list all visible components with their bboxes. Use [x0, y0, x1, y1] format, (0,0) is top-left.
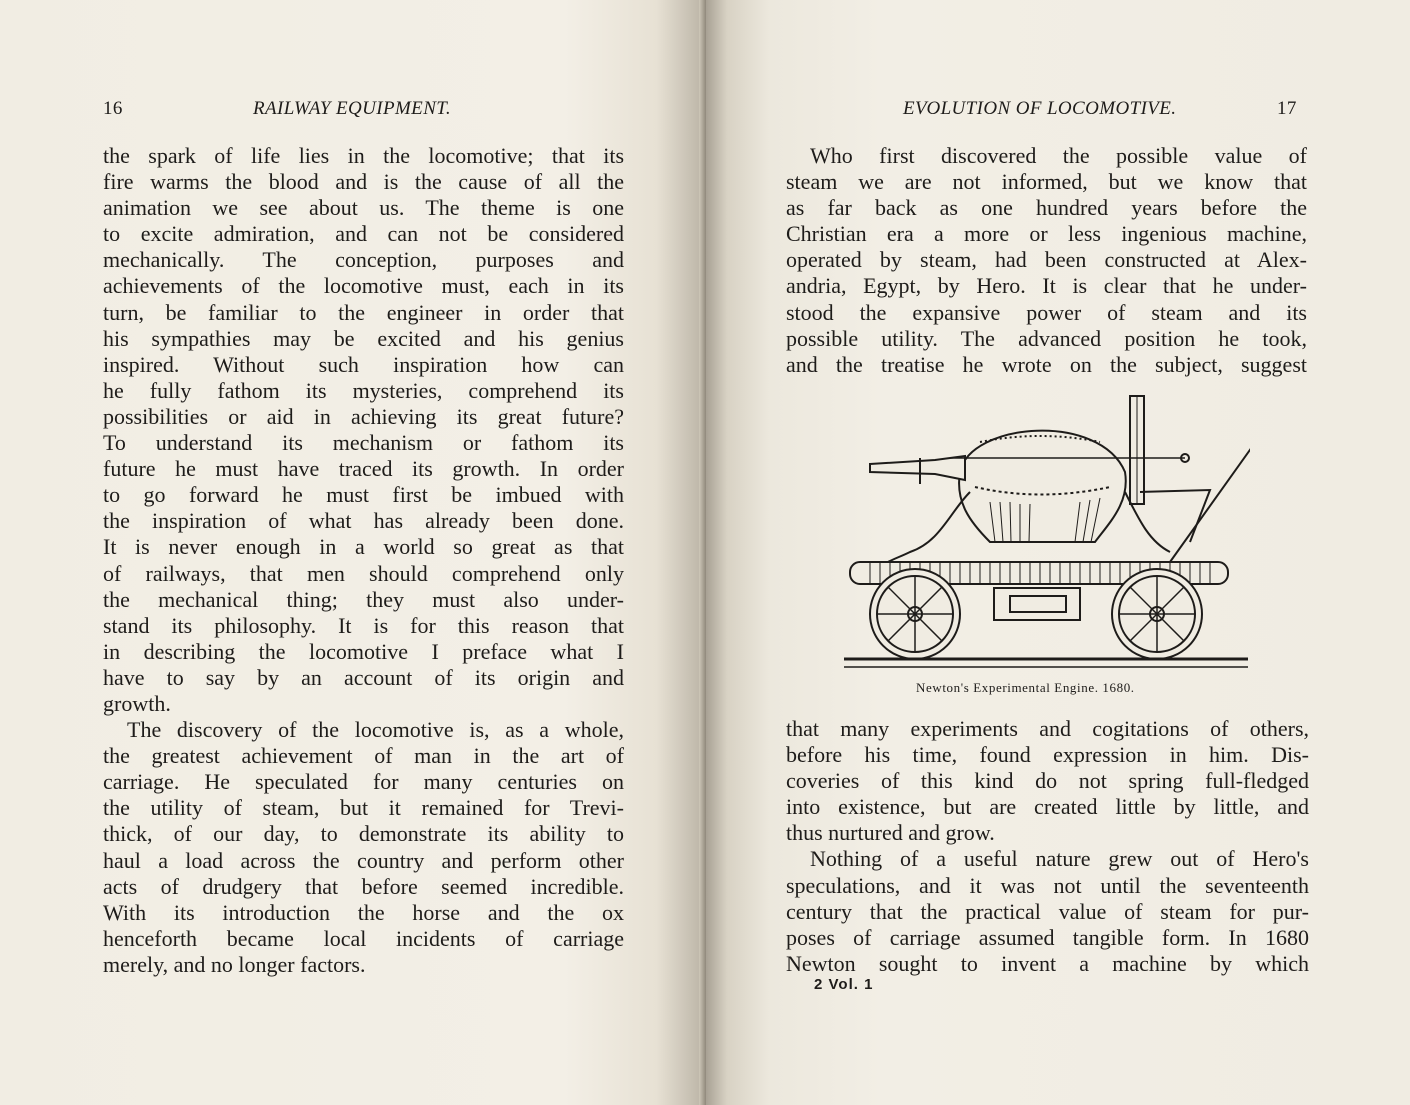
text-line: century that the practical value of steam for pur-	[786, 898, 1309, 924]
right-page-number: 17	[1277, 98, 1297, 119]
text-line: poses of carriage assumed tangible form. In 1680	[786, 924, 1309, 950]
right-page	[706, 0, 1410, 1105]
text-line: fire warms the blood and is the cause of all the	[103, 169, 624, 195]
text-line: carriage. He speculated for many centuries on	[103, 769, 624, 795]
text-line: steam we are not informed, but we know that	[786, 169, 1307, 195]
text-line: he fully fathom its mysteries, comprehend its	[103, 377, 624, 403]
newton-engine-illustration	[840, 392, 1250, 674]
text-line: stand its philosophy. It is for this reason that	[103, 612, 624, 638]
text-line: The discovery of the locomotive is, as a whole,	[127, 717, 624, 743]
text-line: acts of drudgery that before seemed incredible.	[103, 873, 624, 899]
text-line: andria, Egypt, by Hero. It is clear that he under-	[786, 273, 1307, 299]
text-line: to excite admiration, and can not be considered	[103, 221, 624, 247]
text-line: his sympathies may be excited and his genius	[103, 325, 624, 351]
text-line: possible utility. The advanced position he took,	[786, 325, 1307, 351]
text-line: Christian era a more or less ingenious machine,	[786, 221, 1307, 247]
text-line: as far back as one hundred years before the	[786, 195, 1307, 221]
text-line: thick, of our day, to demonstrate its ability to	[103, 821, 624, 847]
text-line: in describing the locomotive I preface what I	[103, 638, 624, 664]
text-line: the mechanical thing; they must also under-	[103, 586, 624, 612]
text-line: before his time, found expression in him. Dis-	[786, 742, 1309, 768]
text-line: With its introduction the horse and the ox	[103, 899, 624, 925]
text-line: that many experiments and cogitations of others,	[786, 716, 1309, 741]
text-line: animation we see about us. The theme is one	[103, 195, 624, 221]
text-line: inspired. Without such inspiration how can	[103, 351, 624, 377]
text-line: the utility of steam, but it remained for Trevi-	[103, 795, 624, 821]
text-line: have to say by an account of its origin and	[103, 664, 624, 690]
text-line: coveries of this kind do not spring full-fledged	[786, 768, 1309, 794]
text-line: future he must have traced its growth. In order	[103, 456, 624, 482]
text-line: possibilities or aid in achieving its great future?	[103, 403, 624, 429]
text-line: the inspiration of what has already been done.	[103, 508, 624, 534]
text-line: merely, and no longer factors.	[103, 951, 366, 977]
text-line: henceforth became local incidents of carriage	[103, 925, 624, 951]
text-line: into existence, but are created little by little, and	[786, 794, 1309, 820]
figure-caption: Newton's Experimental Engine. 1680.	[916, 680, 1135, 695]
text-line: speculations, and it was not until the seventeenth	[786, 872, 1309, 898]
text-line: To understand its mechanism or fathom its	[103, 430, 624, 456]
text-line: growth.	[103, 690, 171, 716]
text-line: thus nurtured and grow.	[786, 820, 995, 846]
right-body-text-top	[786, 143, 1307, 378]
left-body-text	[103, 143, 624, 978]
text-line: the greatest achievement of man in the art of	[103, 743, 624, 769]
text-line: achievements of the locomotive must, each in its	[103, 273, 624, 299]
text-line: and the treatise he wrote on the subject, suggest	[786, 351, 1307, 377]
text-line: of railways, that men should comprehend only	[103, 560, 624, 586]
signature-mark: 2 Vol. 1	[814, 976, 874, 993]
text-line: mechanically. The conception, purposes and	[103, 247, 624, 273]
left-running-title: RAILWAY EQUIPMENT.	[253, 98, 451, 119]
right-body-text-bottom	[786, 716, 1309, 977]
text-line: It is never enough in a world so great as that	[103, 534, 624, 560]
text-line: Newton sought to invent a machine by which	[786, 950, 1309, 976]
text-line: the spark of life lies in the locomotive; that its	[103, 143, 624, 168]
right-running-title: EVOLUTION OF LOCOMOTIVE.	[903, 98, 1177, 119]
text-line: Who first discovered the possible value of	[810, 143, 1307, 168]
text-line: turn, be familiar to the engineer in order that	[103, 299, 624, 325]
text-line: operated by steam, had been constructed at Alex-	[786, 247, 1307, 273]
left-page-number: 16	[103, 98, 123, 119]
text-line: haul a load across the country and perform other	[103, 847, 624, 873]
text-line: Nothing of a useful nature grew out of Hero's	[810, 846, 1309, 872]
text-line: to go forward he must first be imbued with	[103, 482, 624, 508]
text-line: stood the expansive power of steam and its	[786, 299, 1307, 325]
